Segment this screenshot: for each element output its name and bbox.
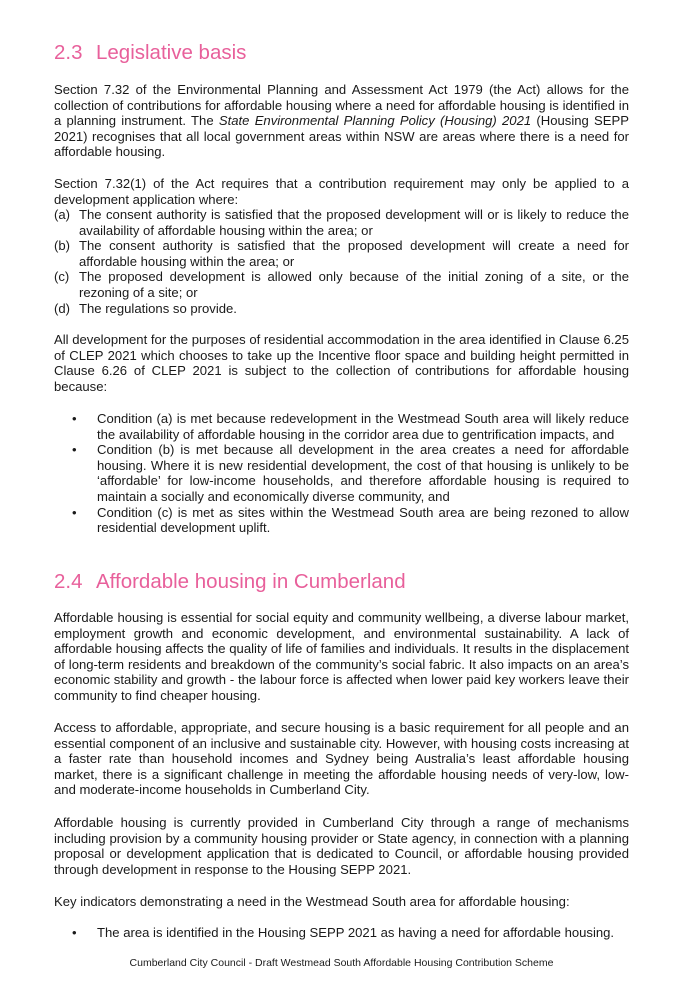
page-footer: Cumberland City Council - Draft Westmead South Affordable Housing Contribution Scheme <box>129 957 554 969</box>
paragraph: Key indicators demonstrating a need in the Westmead South area for affordable housing: <box>54 894 570 909</box>
bullet-list <box>54 925 629 941</box>
bullet-icon: • <box>72 442 77 458</box>
list-item <box>54 442 629 504</box>
section-title: Affordable housing in Cumberland <box>96 570 406 593</box>
list-item <box>54 925 629 941</box>
section-heading-2-4 <box>54 570 629 594</box>
list-label: (b) <box>54 238 71 254</box>
list-text: The consent authority is satisfied that the proposed development will create a need for affordable housing within the area; or <box>79 238 629 269</box>
list-label: (c) <box>54 269 70 285</box>
paragraph: Affordable housing is essential for social equity and community wellbeing, a diverse labour market, employment growth and economic development, and environmental sustainability. A lack of affordable housing affects the quality of life of families and individuals. It results in the displacement of long-term residents and breakdown of the community’s social fabric. It also impacts on an area’s economic stability and growth - the labour force is affected when lower paid key workers leave their community to find cheaper housing. <box>54 610 629 703</box>
condition-list <box>54 207 629 316</box>
paragraph-text: Section 7.32 of the Environmental Planning and Assessment Act 1979 (the Act) allows for the collection of contributions for affordable housing where a need for affordable housing is identified in a planning instrument. The <box>54 82 629 129</box>
list-label: (d) <box>54 300 71 316</box>
list-item <box>54 301 629 317</box>
paragraph <box>54 82 629 160</box>
bullet-list <box>54 411 629 536</box>
list-text: Condition (c) is met as sites within the Westmead South area are being rezoned to allow residential development uplift. <box>97 504 629 536</box>
section-number: 2.3 <box>54 41 83 64</box>
list-text: The area is identified in the Housing SEPP 2021 as having a need for affordable housing. <box>97 925 615 940</box>
section-heading-2-3 <box>54 41 246 65</box>
paragraph: Section 7.32(1) of the Act requires that a contribution requirement may only be applied to a development application where: <box>54 176 629 207</box>
bullet-icon: • <box>72 504 77 520</box>
paragraph: Affordable housing is currently provided in Cumberland City through a range of mechanisms including provision by a community housing provider or State agency, in connection with a planning proposal or development application that is dedicated to Council, or affordable housing provided through development in response to the Housing SEPP 2021. <box>54 815 629 877</box>
section-number: 2.4 <box>54 570 83 593</box>
list-item <box>54 207 629 238</box>
list-text: The consent authority is satisfied that the proposed development will or is likely to reduce the availability of affordable housing within the area; or <box>79 207 629 238</box>
list-label: (a) <box>54 207 71 222</box>
list-text: Condition (a) is met because redevelopment in the Westmead South area will likely reduce the availability of affordable housing in the corridor area due to gentrification impacts, and <box>97 411 629 442</box>
bullet-icon: • <box>72 411 77 426</box>
paragraph-italic-text: State Environmental Planning Policy (Housing) 2021 <box>218 113 532 129</box>
list-text: Condition (b) is met because all development in the area creates a need for affordable housing. Where it is new residential development, the cost of that housing is unlikely to be ‘affordable’ for low-income households, and therefore affordable housing is required to maintain a socially and economically diverse community, and <box>97 442 629 504</box>
list-text: The proposed development is allowed only because of the initial zoning of a site, or the rezoning of a site; or <box>79 269 629 300</box>
bullet-icon: • <box>72 925 77 940</box>
list-item <box>54 238 629 269</box>
list-item <box>54 505 629 536</box>
paragraph: Access to affordable, appropriate, and secure housing is a basic requirement for all people and an essential component of an inclusive and sustainable city. However, with housing costs increasing at a faster rate than household incomes and Sydney being Australia’s least affordable housing market, there is a significant challenge in meeting the affordable housing needs of very-low, low- and moderate-income households in Cumberland City. <box>54 720 629 798</box>
section-title: Legislative basis <box>96 41 247 64</box>
list-item <box>54 269 629 300</box>
paragraph: All development for the purposes of residential accommodation in the area identified in Clause 6.25 of CLEP 2021 which chooses to take up the Incentive floor space and building height permitted in Clause 6.26 of CLEP 2021 is subject to the collection of contributions for affordable housing because: <box>54 332 629 394</box>
paragraph-text: (Housing SEPP 2021) recognises that all local government areas within NSW are areas where there is a need for affordable housing. <box>54 113 629 160</box>
list-item <box>54 411 629 442</box>
list-text: The regulations so provide. <box>79 300 237 316</box>
